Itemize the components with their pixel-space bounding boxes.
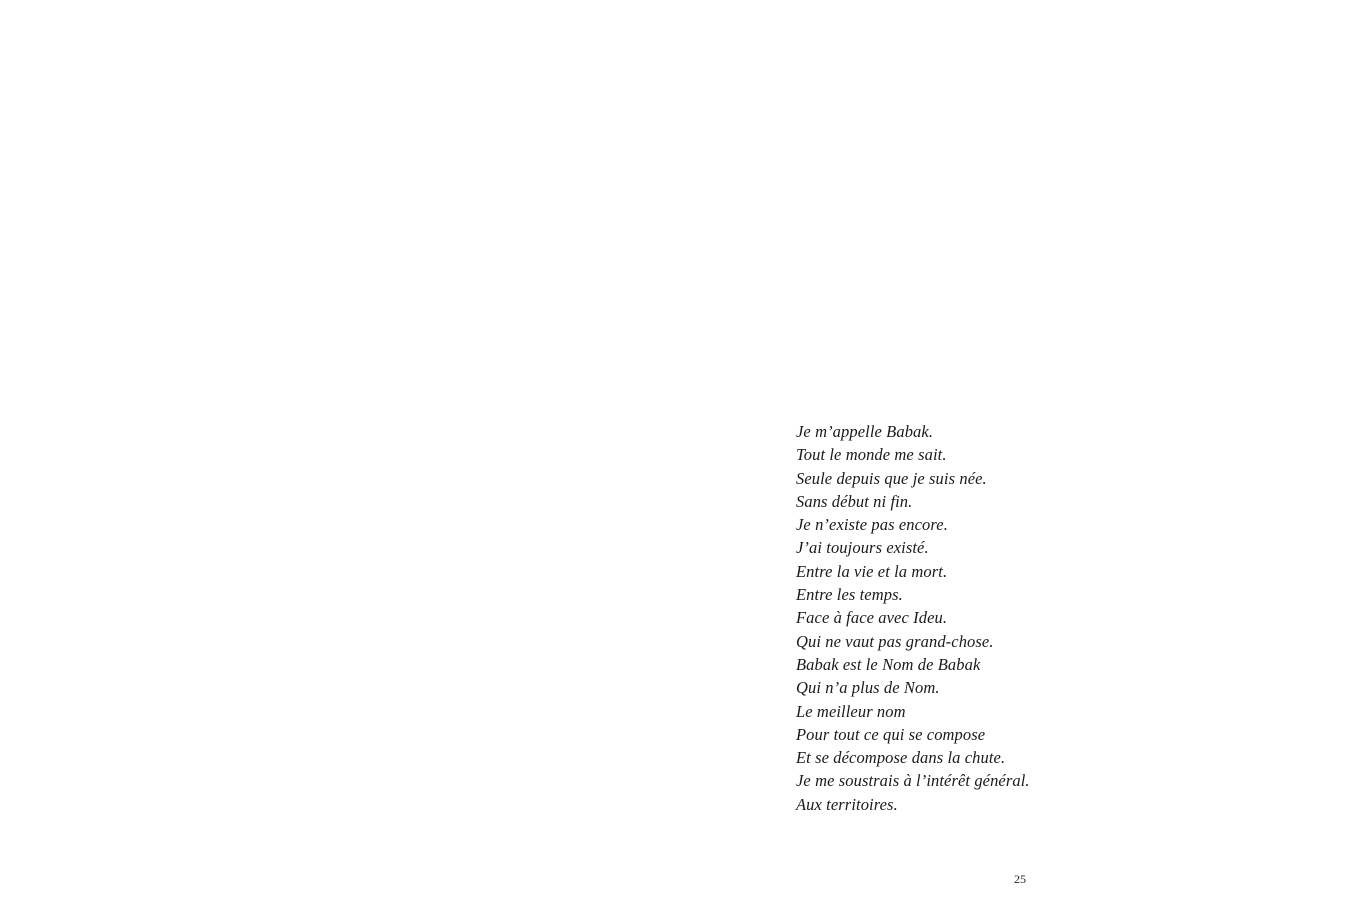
poem-line: Le meilleur nom	[796, 701, 906, 721]
poem-line: Seule depuis que je suis née.	[796, 468, 987, 488]
poem-line: Tout le monde me sait.	[796, 445, 947, 465]
poem-line: Je n’existe pas encore.	[796, 515, 948, 535]
poem-line: Face à face avec Ideu.	[796, 608, 948, 628]
poem-line: Sans début ni fin.	[796, 491, 913, 511]
poem-line: Aux territoires.	[796, 794, 898, 814]
poem-line: Qui n’a plus de Nom.	[796, 678, 940, 698]
poem-line: Pour tout ce qui se compose	[796, 724, 986, 744]
poem-line: Et se décompose dans la chute.	[796, 748, 1006, 768]
poem-block	[796, 420, 1276, 816]
poem-line: Babak est le Nom de Babak	[796, 654, 981, 674]
poem-line: Entre la vie et la mort.	[796, 561, 948, 581]
poem-line: Je me soustrais à l’intérêt général.	[796, 771, 1030, 791]
poem-line: Entre les temps.	[796, 585, 903, 605]
poem-line: Qui ne vaut pas grand-chose.	[796, 631, 994, 651]
poem-line: J’ai toujours existé.	[796, 538, 929, 558]
page-number: 25	[1014, 872, 1026, 886]
poem-line: Je m’appelle Babak.	[796, 422, 934, 441]
